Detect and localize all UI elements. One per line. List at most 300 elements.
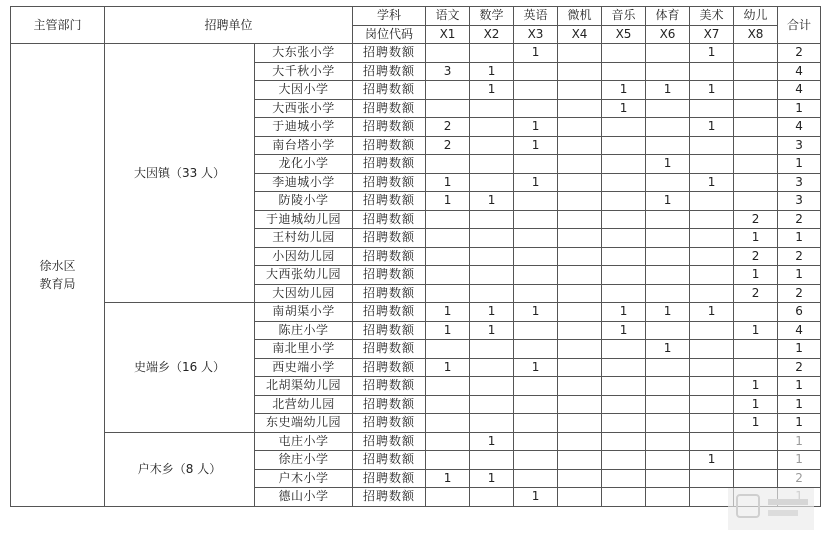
- quota-value-cell: [734, 358, 778, 377]
- quota-value-cell: [426, 340, 470, 359]
- quota-label-cell: 招聘数额: [353, 155, 426, 174]
- quota-value-cell: 1: [690, 173, 734, 192]
- quota-value-cell: [558, 340, 602, 359]
- quota-value-cell: [514, 321, 558, 340]
- quota-label-cell: 招聘数额: [353, 488, 426, 507]
- quota-value-cell: [734, 155, 778, 174]
- watermark-text-bar: [768, 499, 808, 505]
- quota-value-cell: [558, 44, 602, 63]
- table-row: [11, 44, 821, 63]
- quota-value-cell: 1: [470, 469, 514, 488]
- quota-value-cell: 3: [426, 62, 470, 81]
- row-total-cell: 3: [778, 136, 821, 155]
- header-row-subjects: [11, 7, 821, 26]
- school-name-cell: 屯庄小学: [255, 432, 353, 451]
- quota-value-cell: [470, 340, 514, 359]
- quota-value-cell: [426, 432, 470, 451]
- school-name-cell: 大千秋小学: [255, 62, 353, 81]
- header-code: X6: [646, 25, 690, 44]
- row-total-cell: 1: [778, 414, 821, 433]
- quota-value-cell: [558, 358, 602, 377]
- quota-value-cell: [646, 210, 690, 229]
- unit-group-cell: 户木乡（8 人）: [105, 432, 255, 506]
- quota-value-cell: [734, 432, 778, 451]
- school-name-cell: 小因幼儿园: [255, 247, 353, 266]
- school-name-cell: 大西张小学: [255, 99, 353, 118]
- quota-label-cell: 招聘数额: [353, 266, 426, 285]
- school-name-cell: 南台塔小学: [255, 136, 353, 155]
- quota-value-cell: [470, 358, 514, 377]
- row-total-cell: 2: [778, 358, 821, 377]
- quota-value-cell: [646, 321, 690, 340]
- row-total-cell: 1: [778, 340, 821, 359]
- quota-value-cell: [602, 155, 646, 174]
- quota-value-cell: [690, 136, 734, 155]
- header-code: X3: [514, 25, 558, 44]
- quota-value-cell: [558, 62, 602, 81]
- header-subject: 语文: [426, 7, 470, 26]
- watermark-logo: [728, 488, 814, 530]
- row-total-cell: 1: [778, 451, 821, 470]
- quota-value-cell: [558, 173, 602, 192]
- school-name-cell: 龙化小学: [255, 155, 353, 174]
- quota-value-cell: 1: [426, 469, 470, 488]
- quota-value-cell: [602, 62, 646, 81]
- quota-value-cell: 1: [514, 118, 558, 137]
- school-name-cell: 大因小学: [255, 81, 353, 100]
- quota-value-cell: [470, 99, 514, 118]
- quota-value-cell: [734, 192, 778, 211]
- quota-value-cell: [558, 99, 602, 118]
- quota-value-cell: [602, 451, 646, 470]
- school-name-cell: 北营幼儿园: [255, 395, 353, 414]
- quota-value-cell: [690, 210, 734, 229]
- quota-value-cell: [690, 321, 734, 340]
- quota-value-cell: [470, 44, 514, 63]
- school-name-cell: 陈庄小学: [255, 321, 353, 340]
- quota-value-cell: [602, 118, 646, 137]
- quota-value-cell: [646, 395, 690, 414]
- school-name-cell: 大因幼儿园: [255, 284, 353, 303]
- row-total-cell: 4: [778, 321, 821, 340]
- quota-value-cell: [690, 266, 734, 285]
- quota-label-cell: 招聘数额: [353, 395, 426, 414]
- row-total-cell: 1: [778, 395, 821, 414]
- quota-value-cell: [646, 118, 690, 137]
- quota-value-cell: 1: [602, 321, 646, 340]
- quota-value-cell: 1: [426, 192, 470, 211]
- quota-value-cell: 1: [734, 266, 778, 285]
- quota-value-cell: 1: [690, 303, 734, 322]
- quota-value-cell: [734, 451, 778, 470]
- quota-value-cell: [734, 136, 778, 155]
- quota-value-cell: [426, 266, 470, 285]
- quota-value-cell: 1: [426, 303, 470, 322]
- quota-value-cell: 1: [734, 229, 778, 248]
- quota-value-cell: [690, 377, 734, 396]
- quota-value-cell: [734, 118, 778, 137]
- quota-value-cell: 1: [602, 99, 646, 118]
- quota-value-cell: 1: [690, 81, 734, 100]
- header-unit: 招聘单位: [105, 7, 353, 44]
- quota-value-cell: [470, 136, 514, 155]
- quota-value-cell: [558, 136, 602, 155]
- quota-label-cell: 招聘数额: [353, 284, 426, 303]
- quota-value-cell: [558, 414, 602, 433]
- quota-value-cell: [646, 488, 690, 507]
- school-name-cell: 大东张小学: [255, 44, 353, 63]
- quota-value-cell: [558, 377, 602, 396]
- quota-value-cell: [514, 229, 558, 248]
- school-name-cell: 南胡渠小学: [255, 303, 353, 322]
- quota-value-cell: [646, 229, 690, 248]
- row-total-cell: 2: [778, 210, 821, 229]
- quota-value-cell: [602, 395, 646, 414]
- quota-value-cell: [470, 451, 514, 470]
- header-subject: 美术: [690, 7, 734, 26]
- quota-value-cell: [602, 358, 646, 377]
- quota-value-cell: 1: [690, 44, 734, 63]
- quota-label-cell: 招聘数额: [353, 118, 426, 137]
- quota-value-cell: 1: [734, 414, 778, 433]
- header-code: X7: [690, 25, 734, 44]
- unit-group-cell: 大因镇（33 人）: [105, 44, 255, 303]
- school-name-cell: 王村幼儿园: [255, 229, 353, 248]
- header-subject: 英语: [514, 7, 558, 26]
- quota-value-cell: [690, 414, 734, 433]
- quota-value-cell: [426, 210, 470, 229]
- quota-value-cell: [646, 266, 690, 285]
- quota-value-cell: [690, 340, 734, 359]
- quota-value-cell: [646, 377, 690, 396]
- quota-value-cell: [426, 395, 470, 414]
- quota-value-cell: [470, 155, 514, 174]
- quota-value-cell: [470, 210, 514, 229]
- quota-value-cell: [602, 488, 646, 507]
- header-code: X4: [558, 25, 602, 44]
- quota-value-cell: [602, 284, 646, 303]
- quota-value-cell: [558, 192, 602, 211]
- quota-value-cell: [426, 99, 470, 118]
- quota-label-cell: 招聘数额: [353, 192, 426, 211]
- school-name-cell: 德山小学: [255, 488, 353, 507]
- quota-value-cell: [734, 340, 778, 359]
- row-total-cell: 6: [778, 303, 821, 322]
- school-name-cell: 徐庄小学: [255, 451, 353, 470]
- quota-value-cell: [690, 488, 734, 507]
- quota-label-cell: 招聘数额: [353, 99, 426, 118]
- quota-value-cell: 1: [470, 192, 514, 211]
- quota-value-cell: [690, 395, 734, 414]
- header-subject: 微机: [558, 7, 602, 26]
- header-code: X5: [602, 25, 646, 44]
- quota-value-cell: [602, 192, 646, 211]
- school-name-cell: 于迪城小学: [255, 118, 353, 137]
- quota-value-cell: [426, 44, 470, 63]
- row-total-cell: 4: [778, 62, 821, 81]
- quota-value-cell: [602, 210, 646, 229]
- header-total: 合计: [778, 7, 821, 44]
- quota-value-cell: [558, 451, 602, 470]
- row-total-cell: 1: [778, 155, 821, 174]
- quota-label-cell: 招聘数额: [353, 358, 426, 377]
- header-subject: 数学: [470, 7, 514, 26]
- quota-value-cell: [558, 247, 602, 266]
- quota-value-cell: [514, 210, 558, 229]
- row-total-cell: 2: [778, 469, 821, 488]
- quota-value-cell: [646, 247, 690, 266]
- header-dept: 主管部门: [11, 7, 105, 44]
- quota-value-cell: [646, 173, 690, 192]
- quota-value-cell: 1: [426, 173, 470, 192]
- quota-value-cell: 2: [426, 136, 470, 155]
- row-total-cell: 2: [778, 284, 821, 303]
- quota-label-cell: 招聘数额: [353, 229, 426, 248]
- quota-value-cell: [646, 432, 690, 451]
- quota-value-cell: [470, 173, 514, 192]
- quota-value-cell: [514, 377, 558, 396]
- school-name-cell: 西史端小学: [255, 358, 353, 377]
- quota-value-cell: 1: [734, 377, 778, 396]
- quota-value-cell: [558, 488, 602, 507]
- quota-value-cell: [602, 377, 646, 396]
- quota-label-cell: 招聘数额: [353, 469, 426, 488]
- quota-value-cell: [646, 44, 690, 63]
- quota-value-cell: [602, 229, 646, 248]
- quota-value-cell: [470, 266, 514, 285]
- header-code: X2: [470, 25, 514, 44]
- quota-value-cell: [734, 62, 778, 81]
- quota-value-cell: 1: [514, 358, 558, 377]
- quota-value-cell: [426, 451, 470, 470]
- quota-value-cell: [470, 229, 514, 248]
- quota-value-cell: [514, 81, 558, 100]
- quota-value-cell: [602, 266, 646, 285]
- quota-value-cell: [690, 358, 734, 377]
- quota-value-cell: [426, 229, 470, 248]
- quota-value-cell: [470, 377, 514, 396]
- table-row: [11, 432, 821, 451]
- quota-value-cell: [558, 395, 602, 414]
- quota-label-cell: 招聘数额: [353, 321, 426, 340]
- quota-value-cell: [558, 229, 602, 248]
- quota-value-cell: [602, 432, 646, 451]
- quota-value-cell: [514, 284, 558, 303]
- quota-value-cell: [734, 469, 778, 488]
- header-subject-label: 学科: [353, 7, 426, 26]
- quota-value-cell: [514, 99, 558, 118]
- row-total-cell: 1: [778, 229, 821, 248]
- header-subject: 幼儿: [734, 7, 778, 26]
- quota-value-cell: 1: [426, 358, 470, 377]
- quota-value-cell: 1: [646, 303, 690, 322]
- table-body: [11, 7, 821, 507]
- quota-value-cell: [734, 173, 778, 192]
- row-total-cell: 2: [778, 247, 821, 266]
- quota-value-cell: [514, 192, 558, 211]
- quota-value-cell: [558, 266, 602, 285]
- quota-label-cell: 招聘数额: [353, 451, 426, 470]
- quota-value-cell: [514, 395, 558, 414]
- row-total-cell: 1: [778, 99, 821, 118]
- quota-label-cell: 招聘数额: [353, 377, 426, 396]
- quota-value-cell: [558, 469, 602, 488]
- quota-value-cell: 1: [602, 303, 646, 322]
- school-name-cell: 北胡渠幼儿园: [255, 377, 353, 396]
- quota-value-cell: [690, 192, 734, 211]
- quota-value-cell: [514, 469, 558, 488]
- recruitment-table-sheet: [10, 6, 820, 536]
- quota-label-cell: 招聘数额: [353, 173, 426, 192]
- quota-value-cell: 1: [514, 488, 558, 507]
- quota-value-cell: 1: [470, 321, 514, 340]
- quota-value-cell: [558, 155, 602, 174]
- quota-value-cell: [602, 469, 646, 488]
- header-subject: 体育: [646, 7, 690, 26]
- quota-value-cell: [602, 173, 646, 192]
- quota-value-cell: [646, 284, 690, 303]
- quota-value-cell: 1: [470, 81, 514, 100]
- quota-value-cell: 1: [646, 155, 690, 174]
- quota-value-cell: [426, 414, 470, 433]
- quota-value-cell: [426, 81, 470, 100]
- quota-value-cell: [646, 62, 690, 81]
- quota-value-cell: [426, 377, 470, 396]
- quota-value-cell: [646, 136, 690, 155]
- quota-value-cell: [558, 303, 602, 322]
- quota-value-cell: [646, 414, 690, 433]
- quota-value-cell: 2: [734, 210, 778, 229]
- quota-value-cell: [734, 81, 778, 100]
- quota-label-cell: 招聘数额: [353, 210, 426, 229]
- quota-value-cell: 1: [690, 451, 734, 470]
- quota-value-cell: [426, 488, 470, 507]
- quota-value-cell: [426, 155, 470, 174]
- quota-label-cell: 招聘数额: [353, 340, 426, 359]
- quota-value-cell: [558, 321, 602, 340]
- quota-value-cell: 2: [426, 118, 470, 137]
- quota-value-cell: 2: [734, 247, 778, 266]
- school-name-cell: 李迪城小学: [255, 173, 353, 192]
- table-row: [11, 303, 821, 322]
- quota-value-cell: 1: [514, 136, 558, 155]
- recruitment-table: [10, 6, 821, 507]
- school-name-cell: 于迪城幼儿园: [255, 210, 353, 229]
- row-total-cell: 1: [778, 377, 821, 396]
- quota-value-cell: [558, 284, 602, 303]
- school-name-cell: 南北里小学: [255, 340, 353, 359]
- quota-value-cell: [646, 469, 690, 488]
- quota-label-cell: 招聘数额: [353, 414, 426, 433]
- quota-value-cell: 1: [734, 395, 778, 414]
- quota-value-cell: [602, 136, 646, 155]
- quota-value-cell: [558, 432, 602, 451]
- quota-value-cell: 1: [470, 62, 514, 81]
- quota-value-cell: [734, 99, 778, 118]
- quota-value-cell: [514, 266, 558, 285]
- row-total-cell: 2: [778, 44, 821, 63]
- quota-value-cell: [470, 414, 514, 433]
- quota-value-cell: 1: [646, 81, 690, 100]
- quota-value-cell: 1: [470, 303, 514, 322]
- quota-value-cell: [690, 284, 734, 303]
- quota-value-cell: [514, 247, 558, 266]
- school-name-cell: 防陵小学: [255, 192, 353, 211]
- quota-value-cell: [690, 155, 734, 174]
- quota-value-cell: 1: [426, 321, 470, 340]
- quota-value-cell: 1: [514, 44, 558, 63]
- header-code: X1: [426, 25, 470, 44]
- watermark-text-bar: [768, 510, 798, 516]
- quota-value-cell: [470, 488, 514, 507]
- row-total-cell: 1: [778, 432, 821, 451]
- quota-value-cell: [470, 284, 514, 303]
- quota-label-cell: 招聘数额: [353, 81, 426, 100]
- quota-label-cell: 招聘数额: [353, 62, 426, 81]
- quota-value-cell: [514, 155, 558, 174]
- row-total-cell: 1: [778, 266, 821, 285]
- unit-group-cell: 史端乡（16 人）: [105, 303, 255, 433]
- quota-value-cell: [602, 247, 646, 266]
- quota-value-cell: [514, 62, 558, 81]
- quota-value-cell: [690, 62, 734, 81]
- quota-value-cell: 1: [514, 303, 558, 322]
- quota-value-cell: [734, 44, 778, 63]
- row-total-cell: 4: [778, 118, 821, 137]
- quota-value-cell: [602, 340, 646, 359]
- quota-value-cell: [514, 451, 558, 470]
- quota-value-cell: [690, 99, 734, 118]
- row-total-cell: 4: [778, 81, 821, 100]
- header-code-label: 岗位代码: [353, 25, 426, 44]
- row-total-cell: 3: [778, 173, 821, 192]
- quota-value-cell: 1: [734, 321, 778, 340]
- quota-value-cell: [690, 432, 734, 451]
- quota-value-cell: [690, 469, 734, 488]
- quota-value-cell: [514, 340, 558, 359]
- header-subject: 音乐: [602, 7, 646, 26]
- quota-label-cell: 招聘数额: [353, 432, 426, 451]
- quota-value-cell: [602, 414, 646, 433]
- quota-label-cell: 招聘数额: [353, 247, 426, 266]
- quota-value-cell: [514, 414, 558, 433]
- quota-value-cell: [426, 247, 470, 266]
- quota-value-cell: [470, 247, 514, 266]
- dept-cell: 徐水区 教育局: [11, 44, 105, 507]
- quota-label-cell: 招聘数额: [353, 136, 426, 155]
- school-name-cell: 户木小学: [255, 469, 353, 488]
- quota-value-cell: 1: [646, 192, 690, 211]
- quota-value-cell: [470, 118, 514, 137]
- quota-value-cell: 1: [646, 340, 690, 359]
- quota-value-cell: 1: [470, 432, 514, 451]
- quota-value-cell: [514, 432, 558, 451]
- quota-value-cell: [426, 284, 470, 303]
- quota-value-cell: [690, 229, 734, 248]
- quota-value-cell: [646, 451, 690, 470]
- row-total-cell: 3: [778, 192, 821, 211]
- quota-value-cell: 1: [602, 81, 646, 100]
- quota-value-cell: [690, 247, 734, 266]
- quota-label-cell: 招聘数额: [353, 303, 426, 322]
- quota-value-cell: 1: [690, 118, 734, 137]
- quota-value-cell: [558, 210, 602, 229]
- quota-value-cell: [558, 118, 602, 137]
- quota-label-cell: 招聘数额: [353, 44, 426, 63]
- school-name-cell: 大西张幼儿园: [255, 266, 353, 285]
- quota-value-cell: [602, 44, 646, 63]
- quota-value-cell: [470, 395, 514, 414]
